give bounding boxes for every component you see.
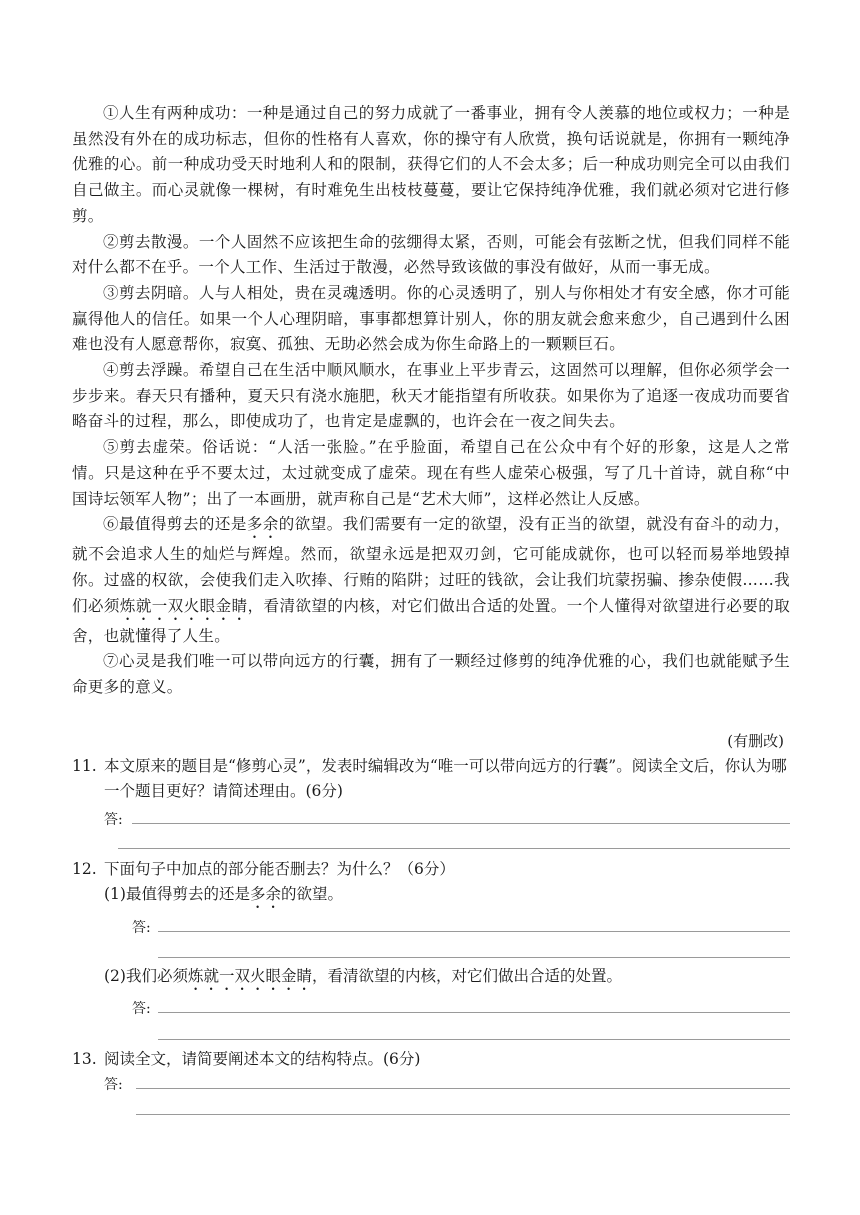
paragraph-6-part-a: ⑥最值得剪去的还是 [103,515,247,534]
paragraph-6-part-b: 的欲望。我们需要有一定的欲望，没有正当的欲望，就没有奋斗的动力，就不会追求人生的灿烂与辉煌。然而，欲望永远是把双刃剑，它可能成就你，也可以轻而易举地毁掉你。过盛的权欲，会使我们走入吹捧、行贿的陷阱；过旺的钱欲，会让我们坑蒙拐骗、掺杂使假……我们必须 [72,515,790,615]
question-13-answer[interactable] [104,1074,790,1096]
sentence-2-part-a: (2)我们必须 [104,967,188,985]
emphasized-phrase-2: 炼就一双火眼金睛 [119,596,248,615]
sentence-2-emphasis: 炼就一双火眼金睛 [187,967,312,985]
question-11 [72,754,790,804]
paragraph-6 [72,512,790,649]
paragraph-1: ①人生有两种成功：一种是通过自己的努力成就了一番事业，拥有令人羡慕的地位或权力；一种是虽然没有外在的成功标志，但你的性格有人喜欢，你的操守有人欣赏，换句话说就是，你拥有一颗纯净优雅的心。前一种成功受天时地利人和的限制，获得它们的人不会太多；后一种成功则完全可以由我们自己做主。而心灵就像一棵树，有时难免生出枝枝蔓蔓，要让它保持纯净优雅，我们就必须对它进行修剪。 [72,104,790,225]
question-13-text: 阅读全文，请简要阐述本文的结构特点。(6分) [104,1050,421,1068]
source-note: (有删改) [727,732,784,750]
emphasized-phrase-1: 多余 [246,515,279,534]
paragraph-4: ④剪去浮躁。希望自己在生活中顺风顺水，在事业上平步青云，这固然可以理解，但你必须学会一步步来。春天只有播种，夏天只有浇水施肥，秋天才能指望有所收获。如果你为了追逐一夜成功而要省略奋斗的过程，那么，即使成功了，也肯定是虚飘的，也许会在一夜之间失去。 [72,361,790,431]
answer-line[interactable] [136,1114,790,1115]
question-11-text: 本文原来的题目是“修剪心灵”，发表时编辑改为“唯一可以带向远方的行囊”。阅读全文后，你认为哪一个题目更好？请简述理由。(6分) [104,757,787,800]
answer-line[interactable] [158,1039,790,1040]
question-12-2-answer[interactable] [132,998,790,1020]
answer-line [158,1012,790,1013]
question-12-text: 下面句子中加点的部分能否删去？为什么？（6分） [104,860,455,878]
question-11-answer-label: 答: [104,812,123,828]
question-12-sentence-1 [104,882,343,912]
question-11-number: 11. [72,757,97,775]
question-12-1-answer-label: 答: [132,920,151,936]
sentence-1-part-a: (1)最值得剪去的还是 [104,885,250,903]
answer-line [132,823,790,824]
question-11-answer[interactable] [104,809,790,831]
answer-line[interactable] [158,957,790,958]
question-12-sentence-2 [104,964,622,994]
paragraph-3: ③剪去阴暗。人与人相处，贵在灵魂透明。你的心灵透明了，别人与你相处才有安全感，你才可能赢得他人的信任。如果一个人心理阴暗，事事都想算计别人，你的朋友就会愈来愈少，自己遇到什么困难也没有人愿意帮你，寂寞、孤独、无助必然会成为你生命路上的一颗颗巨石。 [72,283,790,354]
answer-line [158,931,790,932]
question-12-2-answer-label: 答: [132,1001,151,1017]
paragraph-5: ⑤剪去虚荣。俗话说：“人活一张脸。”在乎脸面，希望自己在公众中有个好的形象，这是人之常情。只是这种在乎不要太过，太过就变成了虚荣。现在有些人虚荣心极强，写了几十首诗，就自称“中国诗坛领军人物”；出了一本画册，就声称自己是“艺术大师”，这样必然让人反感。 [72,438,790,508]
sentence-2-part-b: ，看清欲望的内核，对它们做出合适的处置。 [311,967,622,985]
sentence-1-part-b: 的欲望。 [280,885,343,903]
sentence-1-emphasis: 多余 [249,885,281,903]
question-13-number: 13. [72,1050,97,1068]
paragraph-6-part-c: ，看清欲望的内核，对它们做出合适的处置。一个人懂得对欲望进行必要的取舍，也就懂得了人生。 [72,596,791,645]
answer-line[interactable] [118,848,790,849]
reading-passage [72,101,790,701]
question-13-answer-label: 答: [104,1077,123,1093]
question-13 [72,1047,790,1072]
question-12-1-answer[interactable] [132,917,790,939]
paragraph-7: ⑦心灵是我们唯一可以带向远方的行囊，拥有了一颗经过修剪的纯净优雅的心，我们也就能赋予生命更多的意义。 [72,652,790,697]
answer-line [136,1088,790,1089]
question-12 [72,857,790,882]
paragraph-2: ②剪去散漫。一个人固然不应该把生命的弦绷得太紧，否则，可能会有弦断之忧，但我们同样不能对什么都不在乎。一个人工作、生活过于散漫，必然导致该做的事没有做好，从而一事无成。 [72,232,790,277]
question-12-number: 12. [72,860,97,878]
